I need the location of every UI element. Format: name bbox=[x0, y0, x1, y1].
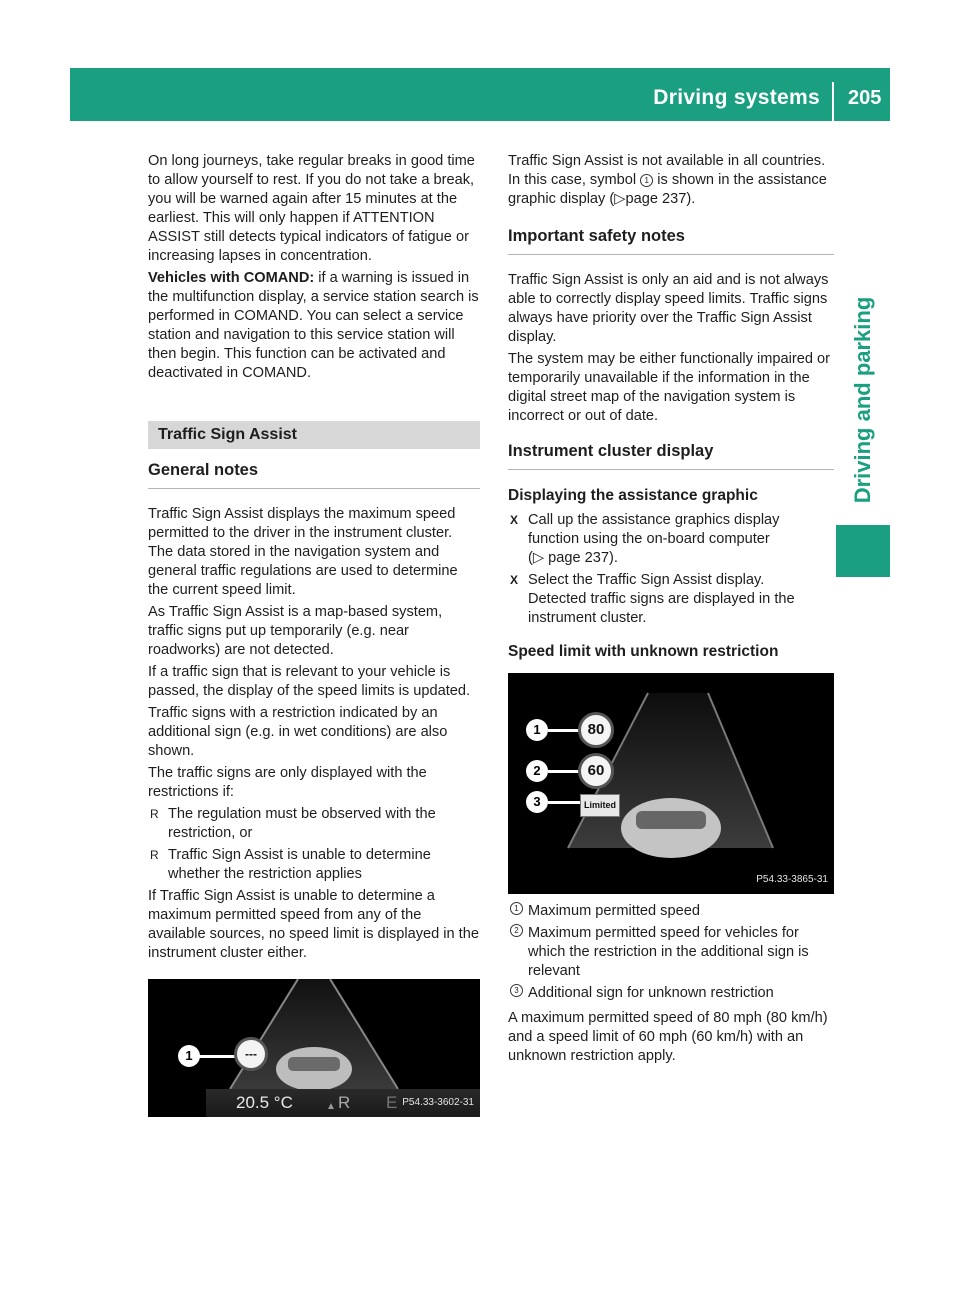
callout-marker-3: 3 bbox=[526, 791, 548, 813]
paragraph: If Traffic Sign Assist is unable to determine a maximum permitted speed from any of the available sources, no speed limit is displayed in the instrument cluster either. bbox=[148, 888, 479, 961]
speed-sign-80: 80 bbox=[578, 712, 614, 748]
page-reference[interactable]: page 237). bbox=[548, 550, 618, 566]
paragraph: Traffic signs with a restriction indicated by an additional sign (e.g. in wet conditions) are also shown. bbox=[148, 705, 448, 759]
gear-indicator: R bbox=[338, 1093, 351, 1112]
callout-item: 3 Additional sign for unknown restriction bbox=[508, 984, 834, 1003]
callout-1-icon: 1 bbox=[510, 902, 523, 915]
paragraph: The traffic signs are only displayed with the restrictions if: bbox=[148, 765, 427, 800]
instruction-step: X Call up the assistance graphics display function using the on-board computer (▷ page 237). bbox=[510, 512, 780, 566]
callout-leader bbox=[198, 1055, 238, 1058]
paragraph: A maximum permitted speed of 80 mph (80 km/h) and a speed limit of 60 mph (60 km/h) with an unknown restriction apply. bbox=[508, 1010, 828, 1064]
step-icon: X bbox=[510, 573, 519, 587]
list-item: R Traffic Sign Assist is unable to determine whether the restriction applies bbox=[150, 847, 431, 882]
callout-marker: 1 bbox=[178, 1045, 200, 1067]
chapter-label: Driving and parking bbox=[850, 296, 875, 504]
speed-sign-unknown: --- bbox=[234, 1037, 268, 1071]
road-graphic bbox=[508, 673, 834, 894]
page-number: 205 bbox=[848, 87, 882, 109]
safety-notes-heading: Important safety notes bbox=[508, 227, 834, 255]
gear-indicator-secondary: E bbox=[386, 1093, 398, 1112]
page-reference-icon: (▷ bbox=[528, 550, 545, 566]
temperature-readout: 20.5 °C bbox=[236, 1093, 293, 1112]
callout-item: 2 Maximum permitted speed for vehicles for which the restriction in the additional sign is relevant bbox=[508, 924, 834, 981]
assistance-graphic-heading: Displaying the assistance graphic bbox=[508, 487, 758, 504]
paragraph: The system may be either functionally impaired or temporarily unavailable if the information in the digital street map of the navigation system is incorrect or out of date. bbox=[508, 351, 831, 424]
figure-code: P54.33-3602-31 bbox=[402, 1097, 474, 1108]
right-column bbox=[508, 152, 834, 1069]
general-notes-heading: General notes bbox=[148, 461, 480, 489]
symbol-1-icon: 1 bbox=[640, 174, 653, 187]
paragraph: As Traffic Sign Assist is a map-based system, traffic signs put up temporarily (e.g. near roadworks) are not detected. bbox=[148, 604, 443, 658]
instruction-step: X Select the Traffic Sign Assist display. Detected traffic signs are displayed in the instrument cluster. bbox=[510, 572, 795, 626]
step-icon: X bbox=[510, 513, 519, 527]
callout-marker-1: 1 bbox=[526, 719, 548, 741]
callout-leader bbox=[548, 801, 580, 804]
callout-2-icon: 2 bbox=[510, 924, 523, 937]
paragraph: Traffic Sign Assist is only an aid and is not always able to correctly display speed limits. Traffic signs always have priority over the Traffic Sign Assist display. bbox=[508, 272, 829, 345]
speed-sign-60: 60 bbox=[578, 753, 614, 789]
paragraph: On long journeys, take regular breaks in good time to allow yourself to rest. If you do not take a break, you will be warned again after 15 minutes at the earliest. This will only happen if ATTENTION ASSIST still detects typical indicators of fatigue or increasing lapses in concentration. bbox=[148, 153, 475, 264]
cluster-figure-no-limit bbox=[148, 979, 480, 1117]
callout-marker-2: 2 bbox=[526, 760, 548, 782]
figure-code: P54.33-3865-31 bbox=[756, 874, 828, 885]
list-item: R The regulation must be observed with the restriction, or bbox=[150, 806, 436, 841]
bullet-icon: R bbox=[150, 807, 159, 821]
page-reference[interactable]: page 237). bbox=[625, 191, 696, 207]
paragraph: Vehicles with COMAND: if a warning is issued in the multifunction display, a service station search is performed in COMAND. You can select a service station and navigation to this service station will then begin. This function can be activated and deactivated in COMAND. bbox=[148, 270, 479, 381]
header-divider bbox=[832, 82, 834, 121]
chapter-tab bbox=[836, 296, 890, 504]
paragraph: If a traffic sign that is relevant to your vehicle is passed, the display of the speed limits is updated. bbox=[148, 664, 471, 699]
arrow-up-icon: ▲ bbox=[326, 1101, 336, 1112]
page-reference-icon: ▷ bbox=[614, 191, 626, 207]
speed-limit-heading: Speed limit with unknown restriction bbox=[508, 643, 779, 660]
section-title: Driving systems bbox=[653, 86, 820, 109]
paragraph: Traffic Sign Assist is not available in all countries. In this case, symbol 1 is shown in the assistance graphic display (▷page 237). bbox=[508, 153, 827, 207]
instrument-cluster-heading: Instrument cluster display bbox=[508, 442, 834, 470]
traffic-sign-assist-heading: Traffic Sign Assist bbox=[148, 421, 480, 449]
step-result: Detected traffic signs are displayed in the instrument cluster. bbox=[528, 591, 795, 626]
paragraph: Traffic Sign Assist displays the maximum speed permitted to the driver in the instrument cluster. The data stored in the navigation system and general traffic regulations are used to determine the current speed limit. bbox=[148, 506, 458, 598]
callout-3-icon: 3 bbox=[510, 984, 523, 997]
additional-sign-limited: Limited bbox=[580, 794, 620, 817]
paragraph-lead: Vehicles with COMAND: bbox=[148, 270, 315, 286]
chapter-marker bbox=[836, 525, 890, 577]
callout-item: 1 Maximum permitted speed bbox=[508, 902, 834, 921]
bullet-icon: R bbox=[150, 848, 159, 862]
page-header bbox=[70, 68, 890, 121]
cluster-figure-unknown-restriction bbox=[508, 673, 834, 894]
left-column bbox=[148, 152, 480, 1117]
